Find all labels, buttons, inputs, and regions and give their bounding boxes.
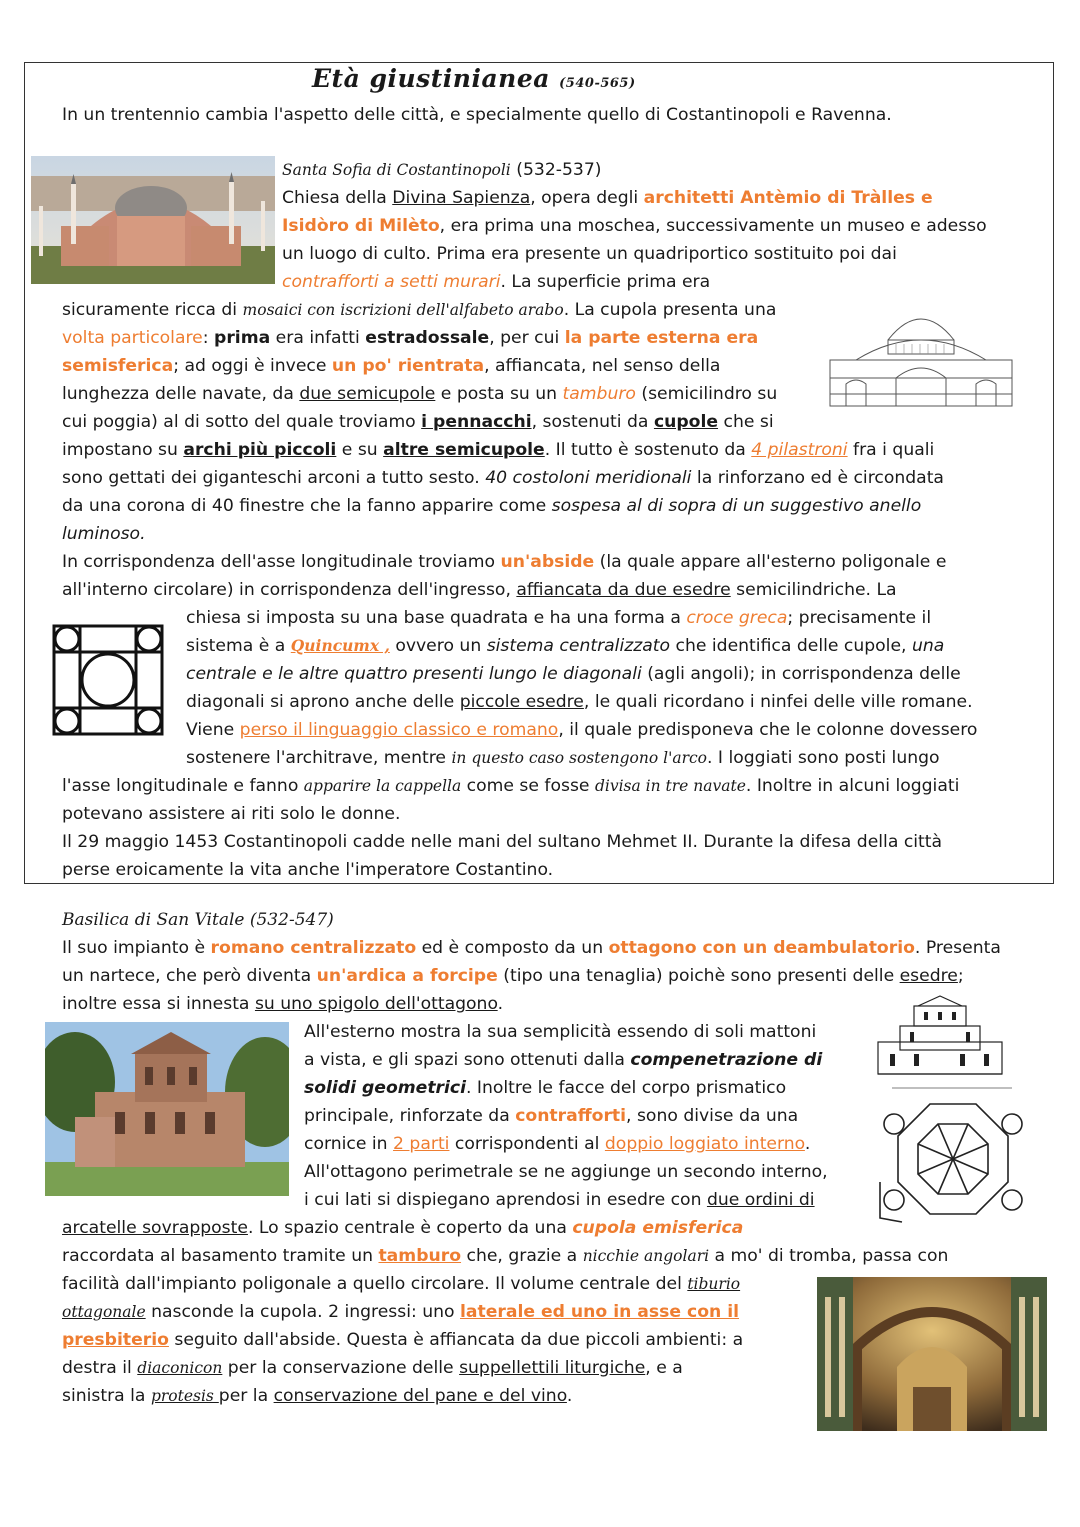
ss-line: cui poggia) al di sotto del quale troviamo i pennacchi, sostenuti da cupole che si	[62, 412, 774, 432]
sv-line: presbiterio seguito dall'abside. Questa è affiancata da due piccoli ambienti: a	[62, 1330, 744, 1350]
sv-line: solidi geometrici. Inoltre le facce del corpo prismatico	[304, 1078, 787, 1098]
ss-line: all'interno circolare) in corrispondenza dell'ingresso, affiancata da due esedre semicilindriche. La	[62, 580, 897, 600]
sv-line: raccordata al basamento tramite un tamburo che, grazie a nicchie angolari a mo' di tromba, passa con	[62, 1246, 949, 1266]
ss-line: sono gettati dei giganteschi arconi a tutto sesto. 40 costoloni meridionali la rinforzano ed è circondata	[62, 468, 944, 488]
sv-line: facilità dall'impianto poligonale a quello circolare. Il volume centrale del tiburio	[62, 1274, 741, 1294]
ss-line: sostenere l'architrave, mentre in questo caso sostengono l'arco. I loggiati sono posti lungo	[186, 748, 940, 768]
ss-line: un luogo di culto. Prima era presente un quadriportico sostituito poi dai	[282, 244, 897, 264]
ss-line: volta particolare: prima era infatti estradossale, per cui la parte esterna era	[62, 328, 759, 348]
sv-line: Il suo impianto è romano centralizzato ed è composto da un ottagono con un deambulatorio. Presenta	[62, 938, 1001, 958]
sv-line: cornice in 2 parti corrispondenti al doppio loggiato interno.	[304, 1134, 811, 1154]
ss-line: Isidòro di Milèto, era prima una moschea, successivamente un museo e adesso	[282, 216, 987, 236]
page-title: Età giustinianea (540-565)	[312, 64, 636, 93]
ss-line: l'asse longitudinale e fanno apparire la cappella come se fosse divisa in tre navate. Inoltre in alcuni loggiati	[62, 776, 960, 796]
ss-line: diagonali si aprono anche delle piccole esedre, le quali ricordano i ninfei delle ville romane.	[186, 692, 973, 712]
sv-line: principale, rinforzate da contrafforti, sono divise da una	[304, 1106, 799, 1126]
sv-line: All'ottagono perimetrale se ne aggiunge un secondo interno,	[304, 1162, 828, 1182]
hagia-sophia-elevation-drawing	[826, 300, 1016, 410]
san-vitale-exterior-photo	[45, 1022, 289, 1196]
sv-line: i cui lati si dispiegano aprendosi in esedre con due ordini di	[304, 1190, 815, 1210]
san-vitale-plan-drawing	[872, 1082, 1032, 1230]
ss-line: Viene perso il linguaggio classico e romano, il quale predisponeva che le colonne dovessero	[186, 720, 978, 740]
sv-line: inoltre essa si innesta su uno spigolo dell'ottagono.	[62, 994, 504, 1014]
san-vitale-heading: Basilica di San Vitale (532-547)	[62, 910, 334, 930]
sv-line: a vista, e gli spazi sono ottenuti dalla compenetrazione di	[304, 1050, 823, 1070]
sv-line: sinistra la protesis per la conservazione del pane e del vino.	[62, 1386, 573, 1406]
intro-paragraph: In un trentennio cambia l'aspetto delle città, e specialmente quello di Costantinopoli e Ravenna.	[62, 105, 892, 125]
ss-line: semisferica; ad oggi è invece un po' rientrata, affiancata, nel senso della	[62, 356, 721, 376]
ss-line: chiesa si imposta su una base quadrata e ha una forma a croce greca; precisamente il	[186, 608, 932, 628]
hagia-sophia-photo	[31, 156, 275, 284]
ss-line: lunghezza delle navate, da due semicupole e posta su un tamburo (semicilindro su	[62, 384, 778, 404]
ss-line: sistema è a Quincumx , ovvero un sistema centralizzato che identifica delle cupole, una	[186, 636, 945, 656]
sv-line: ottagonale nasconde la cupola. 2 ingressi: uno laterale ed uno in asse con il	[62, 1302, 740, 1322]
san-vitale-interior-photo	[817, 1277, 1047, 1431]
ss-line: luminoso.	[62, 524, 146, 544]
sv-line: All'esterno mostra la sua semplicità essendo di soli mattoni	[304, 1022, 817, 1042]
ss-line: Il 29 maggio 1453 Costantinopoli cadde nelle mani del sultano Mehmet II. Durante la difesa della città	[62, 832, 943, 852]
sv-line: arcatelle sovrapposte. Lo spazio centrale è coperto da una cupola emisferica	[62, 1218, 744, 1238]
ss-line: Chiesa della Divina Sapienza, opera degli architetti Antèmio di Tràlles e	[282, 188, 933, 208]
ss-line: impostano su archi più piccoli e su altre semicupole. Il tutto è sostenuto da 4 pilastroni fra i quali	[62, 440, 935, 460]
ss-line: sicuramente ricca di mosaici con iscrizioni dell'alfabeto arabo. La cupola presenta una	[62, 300, 777, 320]
ss-line: potevano assistere ai riti solo le donne.	[62, 804, 401, 824]
ss-line: da una corona di 40 finestre che la fanno apparire come sospesa al di sopra di un suggestivo anello	[62, 496, 922, 516]
quincunx-diagram	[50, 622, 166, 738]
sv-line: destra il diaconicon per la conservazione delle suppellettili liturgiche, e a	[62, 1358, 683, 1378]
ss-line: centrale e le altre quattro presenti lungo le diagonali (agli angoli); in corrispondenza delle	[186, 664, 961, 684]
ss-line: In corrispondenza dell'asse longitudinale troviamo un'abside (la quale appare all'esterno poligonale e	[62, 552, 947, 572]
sv-line: un nartece, che però diventa un'ardica a forcipe (tipo una tenaglia) poichè sono presenti delle esedre;	[62, 966, 964, 986]
ss-line: perse eroicamente la vita anche l'imperatore Costantino.	[62, 860, 554, 880]
san-vitale-section-drawing	[874, 992, 1006, 1078]
ss-line: contrafforti a setti murari. La superficie prima era	[282, 272, 711, 292]
santa-sofia-heading: Santa Sofia di Costantinopoli (532-537)	[282, 160, 602, 180]
